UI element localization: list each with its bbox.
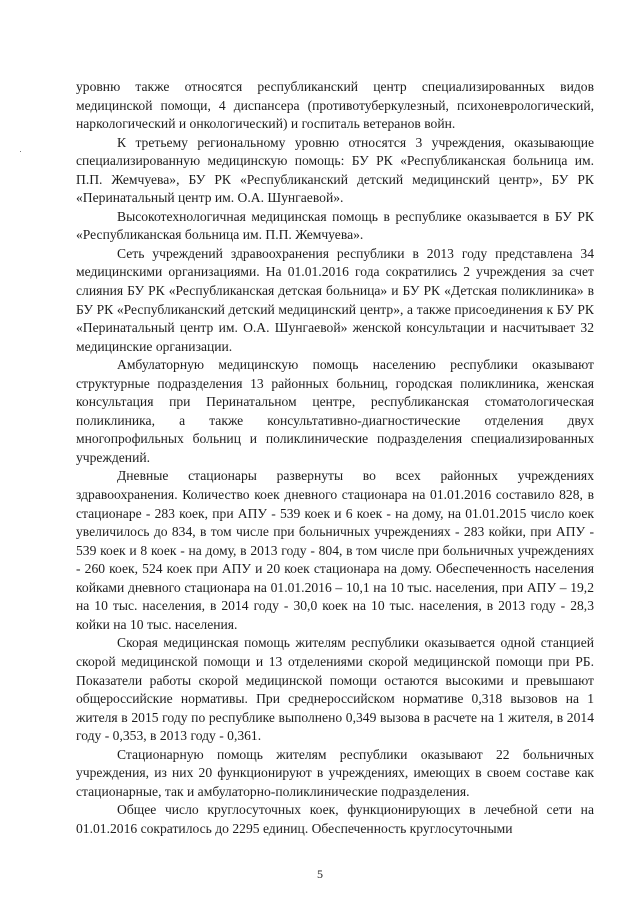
paragraph-day-hospitals: Дневные стационары развернуты во всех районных учреждениях здравоохранения. Количество коек дневного стационара на 01.01.2016 составило 828, в стационаре - 283 коек, при АПУ - 539 коек и 6 коек - на дому, на 01.01.2015 число коек увеличилось до 834, в том числе при больничных учреждениях - 283 койки, при АПУ - 539 коек и 8 коек - на дому, в 2013 году - 804, в том числе при больничных учреждениях - 260 коек, 524 коек при АПУ и 20 коек стационара на дому. Обеспеченность населения койками дневного стационара на 01.01.2016 – 10,1 на 10 тыс. населения, при АПУ – 19,2 на 10 тыс. населения, в 2014 году - 30,0 коек на 10 тыс. населения, в 2013 году - 28,3 койки на 10 тыс. населения. xyxy=(76,468,594,632)
paragraph-high-tech: Высокотехнологичная медицинская помощь в республике оказывается в БУ РК «Республиканская больница им. П.П. Жемчуева». xyxy=(76,208,594,243)
paragraph-ambulance: Скорая медицинская помощь жителям республики оказывается одной станцией скорой медицинской помощи и 13 отделениями скорой медицинской помощи при РБ. Показатели работы скорой медицинской помощи остаются высокими и превышают общероссийские нормативы. При среднероссийском нормативе 0,318 вызовов на 1 жителя в 2015 году по республике выполнено 0,349 вызова в расчете на 1 жителя, в 2014 году - 0,353, в 2013 году - 0,361. xyxy=(76,635,594,744)
paragraph-continuation: уровню также относятся республиканский центр специализированных видов медицинской помощи, 4 диспансера (противотуберкулезный, психоневрологический, наркологический и онкологический) и госпиталь ветеранов войн. xyxy=(76,79,594,132)
paragraph-third-level: К третьему региональному уровню относятся 3 учреждения, оказывающие специализированную медицинскую помощь: БУ РК «Республиканская больница им. П.П. Жемчуева», БУ РК «Республиканский детский медицинский центр», БУ РК «Перинатальный центр им. О.А. Шунгаевой». xyxy=(76,134,594,206)
document-body xyxy=(76,78,594,838)
paragraph-network: Сеть учреждений здравоохранения республики в 2013 году представлена 34 медицинскими организациями. На 01.01.2016 года сократились 2 учреждения за счет слияния БУ РК «Республиканская детская больница» и БУ РК «Детская поликлиника» в БУ РК «Республиканский детский медицинский центр», а также присоединения к БУ РК «Перинатальный центр им. О.А. Шунгаевой» женской консультации и насчитывает 32 медицинские организации. xyxy=(76,245,594,354)
page-number: 5 xyxy=(317,867,323,881)
paragraph-beds: Общее число круглосуточных коек, функционирующих в лечебной сети на 01.01.2016 сократилось до 2295 единиц. Обеспеченность круглосуточными xyxy=(76,802,594,836)
paragraph-inpatient: Стационарную помощь жителям республики оказывают 22 больничных учреждения, из них 20 функционируют в учреждениях, имеющих в своем составе как стационарные, так и амбулаторно-поликлинические подразделения. xyxy=(76,746,594,799)
paragraph-outpatient: Амбулаторную медицинскую помощь населению республики оказывают структурные подразделения 13 районных больниц, городская поликлиника, женская консультация при Перинатальном центре, республиканская стоматологическая поликлиника, а также консультативно-диагностические отделения двух многопрофильных больниц и поликлинические подразделения специализированных учреждений. xyxy=(76,357,594,465)
scan-speck xyxy=(20,151,21,152)
